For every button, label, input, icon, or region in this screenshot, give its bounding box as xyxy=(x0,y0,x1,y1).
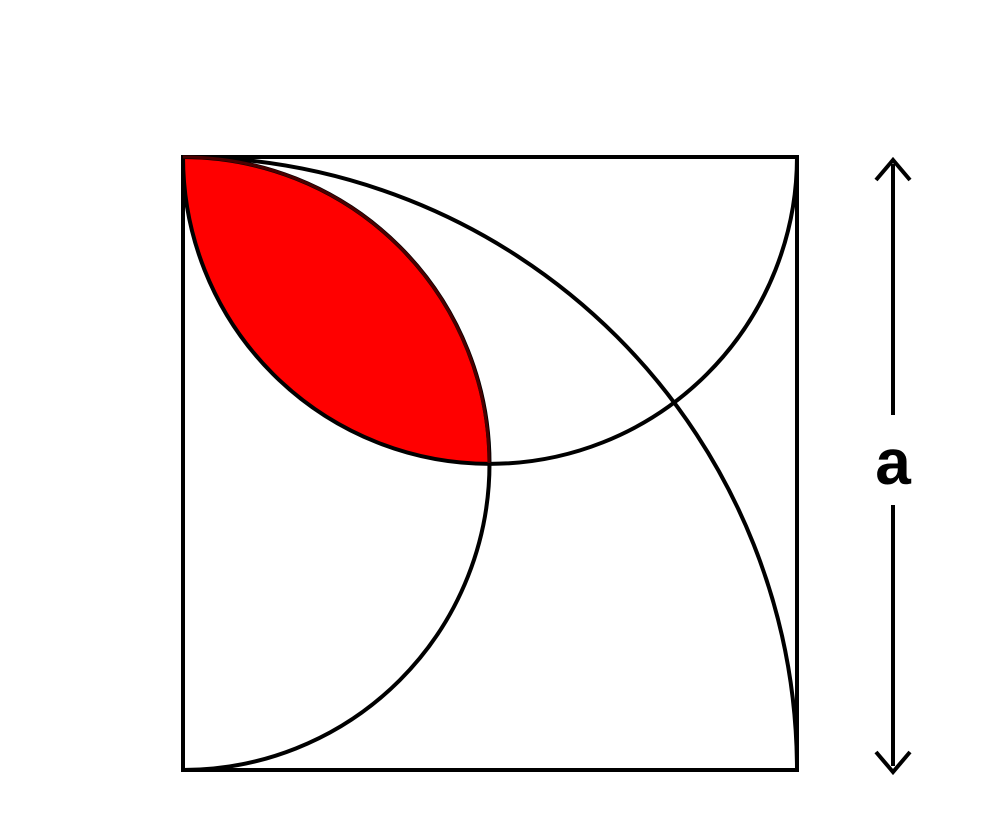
shaded-lens-region xyxy=(183,157,489,463)
side-length-label: a xyxy=(875,426,911,498)
